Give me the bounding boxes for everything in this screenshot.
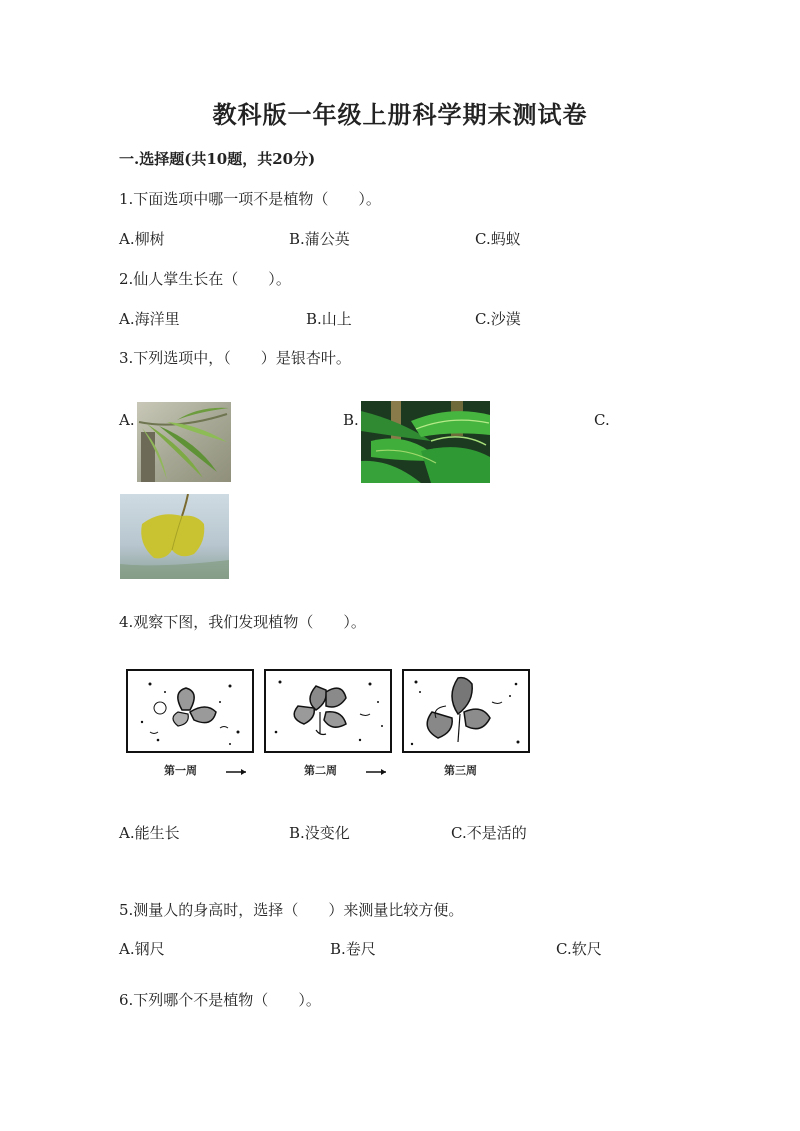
q5-option-c: C.软尺 [556,940,602,958]
q2-option-a: A.海洋里 [119,310,180,328]
q2-option-c: C.沙漠 [475,310,521,328]
page-title: 教科版一年级上册科学期末测试卷 [212,100,588,129]
willow-leaf-image [137,402,231,482]
question-1: 1.下面选项中哪一项不是植物（ ）。 [119,190,381,208]
question-4: 4.观察下图，我们发现植物（ ）。 [119,613,366,631]
plant-growth-figure [120,662,540,782]
q3-option-c: C. [594,411,610,429]
week-2-label: 第二周 [304,764,337,777]
question-5: 5.测量人的身高时，选择（ ）来测量比较方便。 [119,901,464,919]
question-6: 6.下列哪个不是植物（ ）。 [119,991,321,1009]
ginkgo-leaf-image [120,494,229,579]
q4-option-b: B.没变化 [289,824,350,842]
question-3: 3.下列选项中，（ ）是银杏叶。 [119,349,351,367]
q5-option-a: A.钢尺 [119,940,165,958]
q1-option-b: B.蒲公英 [289,230,350,248]
q1-option-a: A.柳树 [119,230,165,248]
q3-option-b: B. [343,411,359,429]
q2-option-b: B.山上 [306,310,352,328]
q4-option-c: C.不是活的 [451,824,527,842]
week-1-label: 第一周 [164,764,197,777]
q4-option-a: A.能生长 [119,824,180,842]
question-2: 2.仙人掌生长在（ ）。 [119,270,291,288]
q5-option-b: B.卷尺 [330,940,376,958]
section-heading: 一.选择题(共10题，共20分) [119,150,316,168]
q3-option-a: A. [119,411,135,429]
week-3-label: 第三周 [444,764,477,777]
q1-option-c: C.蚂蚁 [475,230,521,248]
banana-leaf-image [361,401,490,483]
